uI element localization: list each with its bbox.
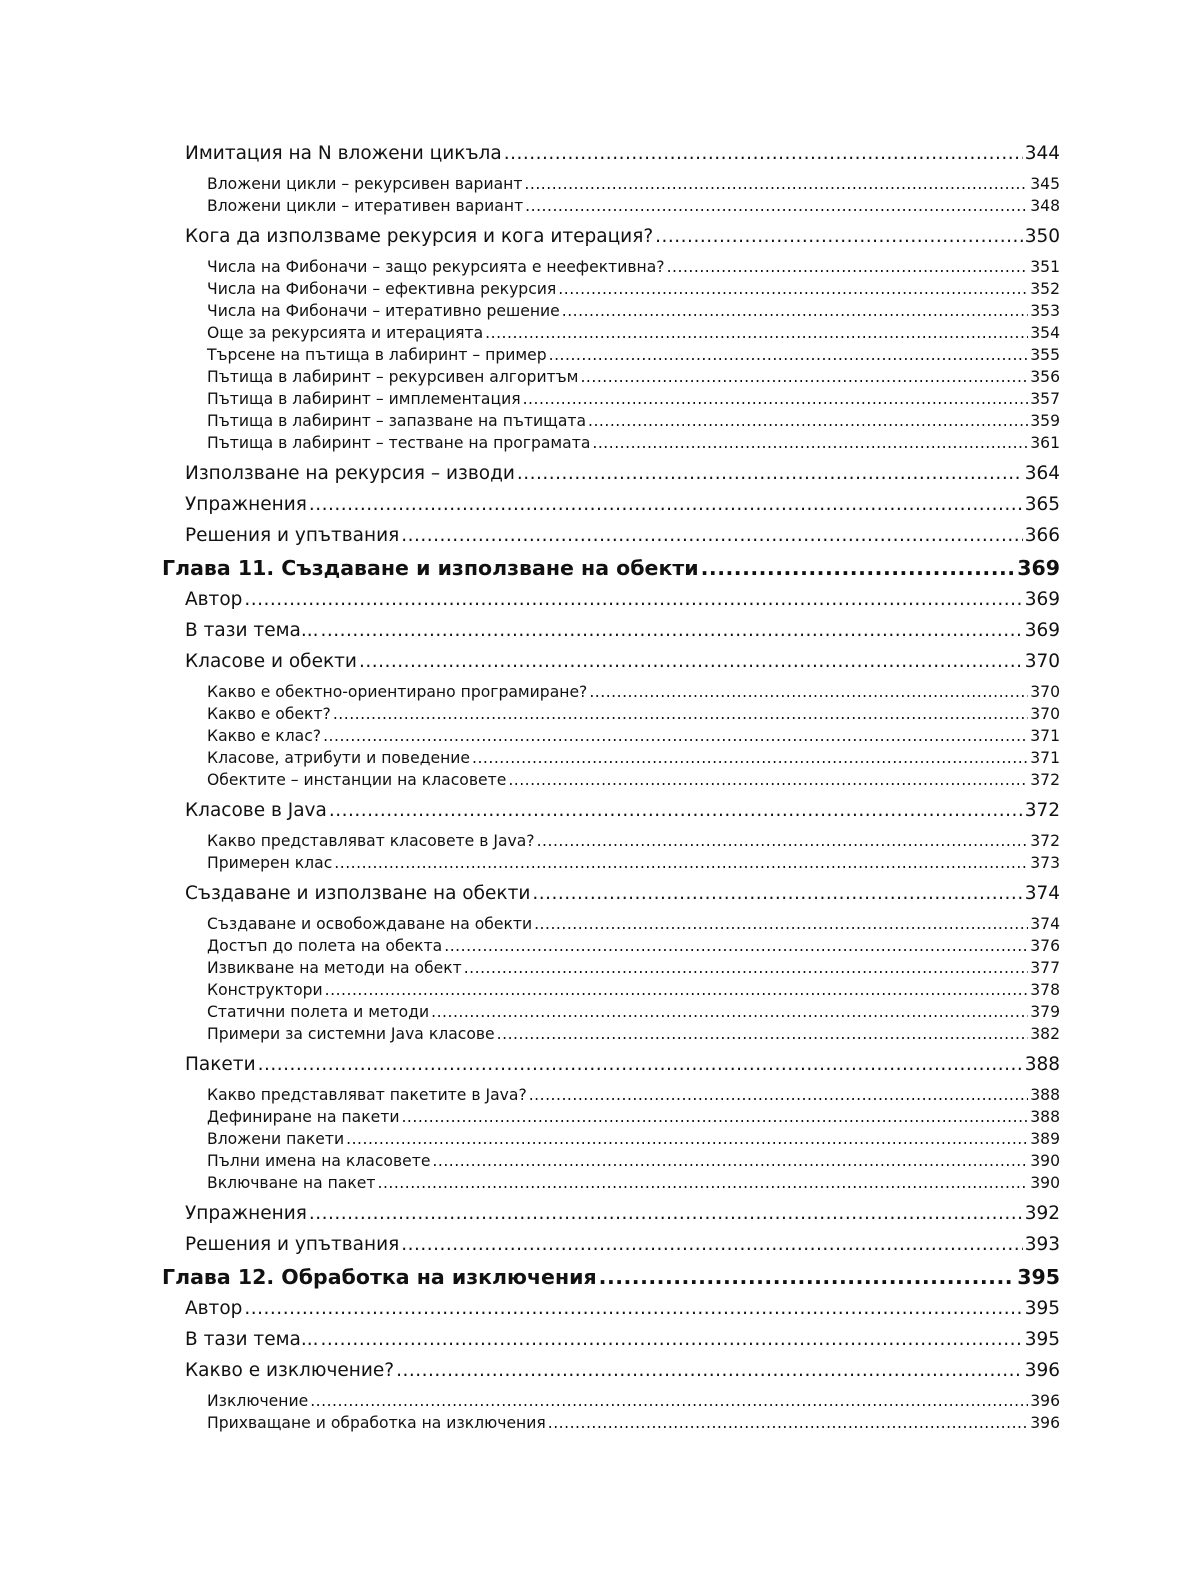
toc-section-entry (185, 1293, 1060, 1324)
dot-leader (244, 589, 1022, 610)
table-of-contents (0, 138, 1191, 1438)
toc-subsection-entry (207, 769, 1060, 791)
dot-leader (334, 854, 1028, 872)
toc-subsection-entry (207, 366, 1060, 388)
toc-entry-title: Дефиниране на пакети (207, 1108, 400, 1126)
toc-section-entry (185, 458, 1060, 489)
dot-leader (464, 959, 1029, 977)
toc-entry-title: Числа на Фибоначи – итеративно решение (207, 302, 560, 320)
toc-entry-page: 351 (1030, 258, 1060, 276)
toc-entry-page: 370 (1030, 683, 1060, 701)
toc-entry-title: Числа на Фибоначи – защо рекурсията е неефективна? (207, 258, 665, 276)
dot-leader (517, 463, 1023, 484)
toc-section-entry (185, 1198, 1060, 1229)
toc-entry-title: Числа на Фибоначи – ефективна рекурсия (207, 280, 557, 298)
toc-entry-page: 345 (1030, 175, 1060, 193)
dot-leader (377, 1174, 1028, 1192)
toc-entry-title: Създаване и освобождаване на обекти (207, 915, 533, 933)
dot-leader (599, 1265, 1016, 1289)
dot-leader (258, 1054, 1023, 1075)
toc-entry-title: Решения и упътвания (185, 1234, 400, 1255)
toc-entry-title: Кога да използваме рекурсия и кога итерация? (185, 226, 654, 247)
toc-entry-page: 357 (1030, 390, 1060, 408)
toc-subsection-entry (207, 1128, 1060, 1150)
toc-subsection-entry (207, 703, 1060, 725)
toc-entry-page: 377 (1030, 959, 1060, 977)
toc-entry-title: В тази тема... (185, 1329, 319, 1350)
dot-leader (325, 981, 1029, 999)
dot-leader (323, 727, 1028, 745)
toc-subsection-entry (207, 410, 1060, 432)
toc-entry-page: 352 (1030, 280, 1060, 298)
toc-entry-title: Автор (185, 1298, 243, 1319)
toc-section-entry (185, 221, 1060, 252)
toc-entry-title: Примерен клас (207, 854, 333, 872)
toc-entry-page: 356 (1030, 368, 1060, 386)
dot-leader (562, 302, 1028, 320)
toc-entry-page: 388 (1030, 1108, 1060, 1126)
toc-subsection-group (0, 1390, 1191, 1434)
toc-entry-page: 392 (1024, 1203, 1060, 1224)
toc-subsection-entry (207, 1150, 1060, 1172)
toc-entry-page: 370 (1030, 705, 1060, 723)
toc-subsection-entry (207, 300, 1060, 322)
toc-entry-page: 366 (1024, 525, 1060, 546)
toc-entry-title: Включване на пакет (207, 1174, 376, 1192)
toc-subsection-entry (207, 979, 1060, 1001)
dot-leader (588, 412, 1028, 430)
toc-entry-title: Вложени цикли – итеративен вариант (207, 197, 524, 215)
toc-subsection-entry (207, 256, 1060, 278)
toc-entry-title: Глава 11. Създаване и използване на обекти (162, 555, 699, 580)
toc-entry-title: Вложени пакети (207, 1130, 345, 1148)
toc-entry-page: 371 (1030, 727, 1060, 745)
dot-leader (580, 368, 1028, 386)
dot-leader (359, 651, 1023, 672)
toc-entry-title: Класове, атрибути и поведение (207, 749, 471, 767)
toc-subsection-entry (207, 195, 1060, 217)
toc-entry-title: Пакети (185, 1054, 256, 1075)
toc-entry-title: Вложени цикли – рекурсивен вариант (207, 175, 523, 193)
toc-entry-title: Статични полета и методи (207, 1003, 430, 1021)
toc-entry-title: Достъп до полета на обекта (207, 937, 443, 955)
toc-entry-title: Използване на рекурсия – изводи (185, 463, 515, 484)
toc-subsection-entry (207, 1390, 1060, 1412)
dot-leader (529, 1086, 1029, 1104)
dot-leader (548, 1414, 1028, 1432)
toc-entry-page: 388 (1030, 1086, 1060, 1104)
toc-entry-page: 369 (1024, 620, 1060, 641)
toc-entry-title: Още за рекурсията и итерацията (207, 324, 484, 342)
toc-entry-title: Пътища в лабиринт – рекурсивен алгоритъм (207, 368, 579, 386)
dot-leader (525, 197, 1028, 215)
toc-section-entry (185, 1049, 1060, 1080)
toc-entry-page: 348 (1030, 197, 1060, 215)
toc-entry-page: 372 (1030, 771, 1060, 789)
toc-entry-page: 378 (1030, 981, 1060, 999)
toc-entry-page: 371 (1030, 749, 1060, 767)
toc-entry-title: Пътища в лабиринт – запазване на пътищата (207, 412, 587, 430)
toc-section-entry (185, 520, 1060, 551)
toc-entry-page: 374 (1030, 915, 1060, 933)
toc-subsection-group (0, 913, 1191, 1045)
dot-leader (589, 683, 1028, 701)
toc-subsection-entry (207, 1023, 1060, 1045)
toc-entry-page: 374 (1024, 883, 1060, 904)
dot-leader (444, 937, 1028, 955)
toc-entry-page: 354 (1030, 324, 1060, 342)
toc-subsection-group (0, 1084, 1191, 1194)
toc-entry-title: Класове в Java (185, 800, 327, 821)
toc-subsection-entry (207, 322, 1060, 344)
dot-leader (329, 800, 1023, 821)
toc-entry-title: Търсене на пътища в лабиринт – пример (207, 346, 547, 364)
toc-section-entry (185, 1355, 1060, 1386)
toc-subsection-entry (207, 1001, 1060, 1023)
toc-entry-page: 395 (1017, 1264, 1060, 1289)
toc-subsection-entry (207, 747, 1060, 769)
toc-section-entry (185, 615, 1060, 646)
toc-subsection-entry (207, 1084, 1060, 1106)
dot-leader (396, 1360, 1023, 1381)
dot-leader (701, 556, 1016, 580)
dot-leader (401, 1234, 1022, 1255)
toc-section-entry (185, 584, 1060, 615)
toc-entry-page: 393 (1024, 1234, 1060, 1255)
toc-section-entry (185, 1229, 1060, 1260)
toc-section-entry (185, 646, 1060, 677)
toc-entry-page: 372 (1030, 832, 1060, 850)
dot-leader (431, 1003, 1028, 1021)
toc-section-entry (185, 878, 1060, 909)
toc-entry-page: 379 (1030, 1003, 1060, 1021)
toc-entry-page: 372 (1024, 800, 1060, 821)
toc-section-entry (185, 489, 1060, 520)
toc-subsection-group (0, 681, 1191, 791)
toc-subsection-entry (207, 852, 1060, 874)
toc-entry-title: Примери за системни Java класове (207, 1025, 495, 1043)
dot-leader (485, 324, 1028, 342)
toc-section-entry (185, 1324, 1060, 1355)
toc-entry-title: Конструктори (207, 981, 323, 999)
toc-entry-title: Какво представляват класовете в Java? (207, 832, 535, 850)
dot-leader (523, 390, 1029, 408)
toc-entry-page: 369 (1024, 589, 1060, 610)
toc-entry-page: 355 (1030, 346, 1060, 364)
toc-entry-page: 344 (1024, 143, 1060, 164)
dot-leader (558, 280, 1028, 298)
toc-entry-page: 396 (1030, 1392, 1060, 1410)
toc-subsection-entry (207, 957, 1060, 979)
toc-entry-title: В тази тема... (185, 620, 319, 641)
dot-leader (549, 346, 1029, 364)
toc-subsection-group (0, 830, 1191, 874)
toc-entry-page: 364 (1024, 463, 1060, 484)
toc-entry-title: Упражнения (185, 494, 307, 515)
dot-leader (333, 705, 1028, 723)
dot-leader (655, 226, 1023, 247)
toc-entry-page: 350 (1024, 226, 1060, 247)
toc-subsection-entry (207, 1172, 1060, 1194)
toc-entry-page: 353 (1030, 302, 1060, 320)
toc-entry-title: Какво е обект? (207, 705, 331, 723)
toc-entry-title: Глава 12. Обработка на изключения (162, 1264, 597, 1289)
toc-entry-page: 395 (1024, 1298, 1060, 1319)
toc-entry-page: 361 (1030, 434, 1060, 452)
toc-entry-page: 369 (1017, 555, 1060, 580)
toc-subsection-entry (207, 830, 1060, 852)
dot-leader (309, 1203, 1023, 1224)
dot-leader (508, 771, 1028, 789)
toc-entry-title: Какво е клас? (207, 727, 322, 745)
toc-subsection-entry (207, 388, 1060, 410)
toc-subsection-entry (207, 1106, 1060, 1128)
toc-entry-title: Имитация на N вложени цикъла (185, 143, 502, 164)
toc-entry-title: Какво представляват пакетите в Java? (207, 1086, 527, 1104)
toc-entry-page: 376 (1030, 937, 1060, 955)
toc-subsection-entry (207, 344, 1060, 366)
toc-chapter-entry (162, 551, 1060, 584)
toc-entry-page: 359 (1030, 412, 1060, 430)
dot-leader (532, 883, 1022, 904)
toc-entry-title: Какво е обектно-ориентирано програмиране? (207, 683, 588, 701)
dot-leader (524, 175, 1028, 193)
toc-subsection-group (0, 173, 1191, 217)
dot-leader (346, 1130, 1028, 1148)
toc-subsection-entry (207, 278, 1060, 300)
dot-leader (667, 258, 1029, 276)
dot-leader (401, 525, 1022, 546)
dot-leader (504, 143, 1023, 164)
dot-leader (497, 1025, 1029, 1043)
toc-entry-page: 395 (1024, 1329, 1060, 1350)
toc-entry-page: 388 (1024, 1054, 1060, 1075)
toc-entry-title: Какво е изключение? (185, 1360, 395, 1381)
dot-leader (537, 832, 1029, 850)
dot-leader (472, 749, 1028, 767)
dot-leader (401, 1108, 1028, 1126)
toc-entry-title: Прихващане и обработка на изключения (207, 1414, 546, 1432)
toc-entry-title: Пътища в лабиринт – имплементация (207, 390, 521, 408)
toc-entry-page: 389 (1030, 1130, 1060, 1148)
dot-leader (534, 915, 1028, 933)
toc-entry-page: 370 (1024, 651, 1060, 672)
toc-subsection-entry (207, 913, 1060, 935)
dot-leader (244, 1298, 1022, 1319)
toc-entry-page: 396 (1030, 1414, 1060, 1432)
toc-subsection-entry (207, 173, 1060, 195)
toc-entry-page: 390 (1030, 1152, 1060, 1170)
toc-subsection-entry (207, 725, 1060, 747)
dot-leader (310, 1392, 1028, 1410)
toc-entry-title: Класове и обекти (185, 651, 357, 672)
toc-entry-title: Пълни имена на класовете (207, 1152, 431, 1170)
dot-leader (321, 1329, 1023, 1350)
toc-entry-title: Изключение (207, 1392, 309, 1410)
toc-subsection-entry (207, 935, 1060, 957)
toc-entry-title: Извикване на методи на обект (207, 959, 462, 977)
dot-leader (309, 494, 1023, 515)
toc-entry-title: Създаване и използване на обекти (185, 883, 531, 904)
toc-section-entry (185, 138, 1060, 169)
dot-leader (432, 1152, 1028, 1170)
toc-subsection-entry (207, 1412, 1060, 1434)
toc-section-entry (185, 795, 1060, 826)
toc-entry-title: Решения и упътвания (185, 525, 400, 546)
toc-entry-page: 373 (1030, 854, 1060, 872)
toc-subsection-entry (207, 432, 1060, 454)
dot-leader (592, 434, 1028, 452)
toc-entry-page: 382 (1030, 1025, 1060, 1043)
toc-entry-title: Обектите – инстанции на класовете (207, 771, 507, 789)
toc-entry-page: 390 (1030, 1174, 1060, 1192)
dot-leader (321, 620, 1023, 641)
toc-subsection-entry (207, 681, 1060, 703)
toc-chapter-entry (162, 1260, 1060, 1293)
toc-entry-title: Пътища в лабиринт – тестване на програмата (207, 434, 591, 452)
toc-entry-page: 396 (1024, 1360, 1060, 1381)
toc-entry-page: 365 (1024, 494, 1060, 515)
toc-entry-title: Упражнения (185, 1203, 307, 1224)
toc-subsection-group (0, 256, 1191, 454)
toc-entry-title: Автор (185, 589, 243, 610)
